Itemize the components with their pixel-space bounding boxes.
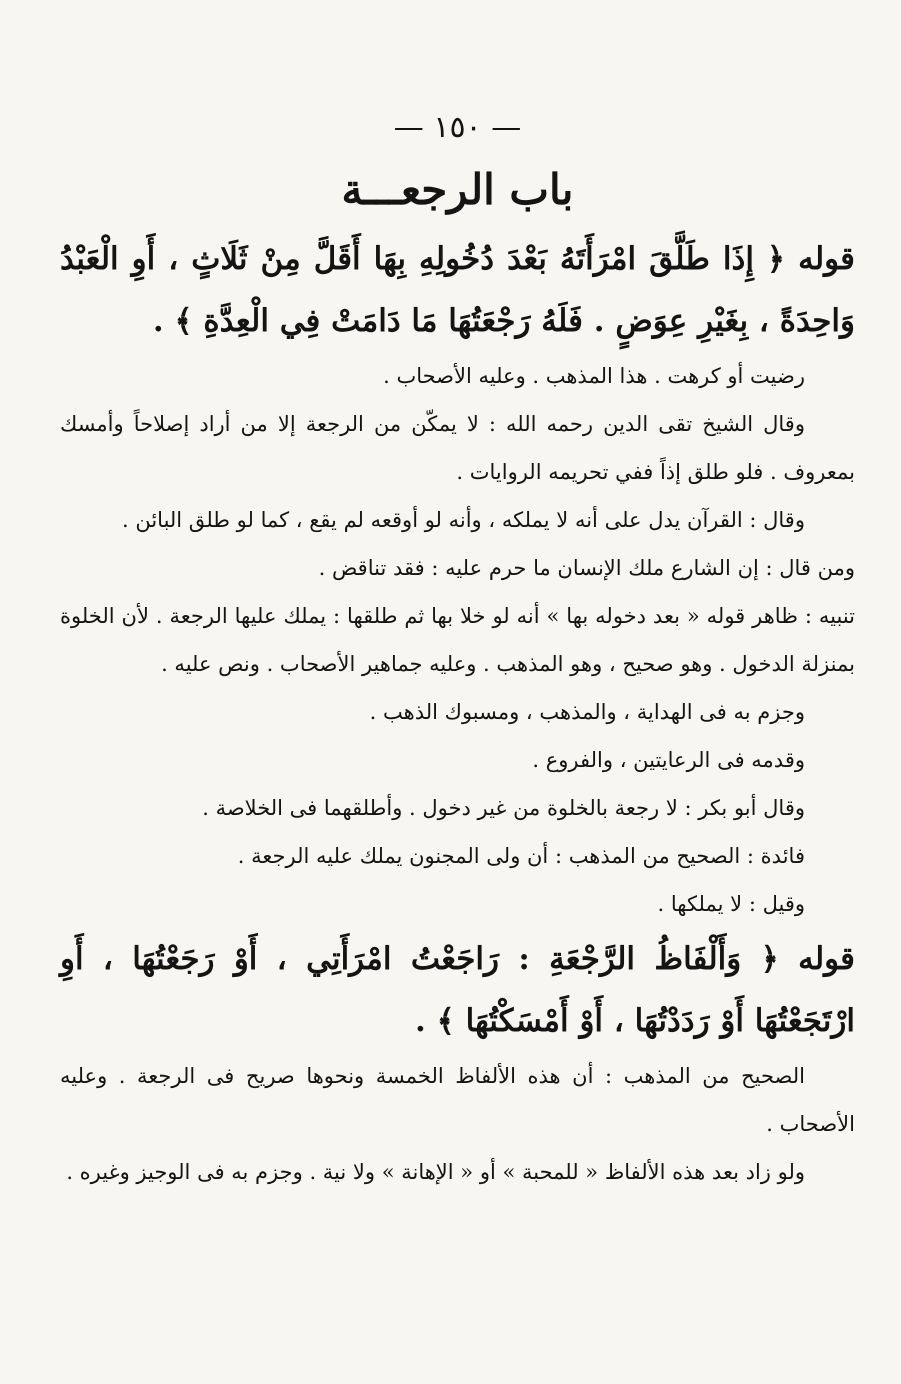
paragraph: رضيت أو كرهت . هذا المذهب . وعليه الأصحاب . [383,364,805,388]
paragraph: وقيل : لا يملكها . [657,892,805,916]
chapter-title: باب الرجعـــة [341,165,574,214]
paragraph: وقال : القرآن يدل على أنه لا يملكه ، وأنه لو أوقعه لم يقع ، كما لو طلق البائن . [121,508,805,532]
paragraph: الصحيح من المذهب : أن هذه الألفاظ الخمسة ونحوها صريح فى الرجعة . وعليه الأصحاب . [60,1064,855,1136]
paragraph: وجزم به فى الهداية ، والمذهب ، ومسبوك الذهب . [369,700,805,724]
paragraph: وقال الشيخ تقى الدين رحمه الله : لا يمكّن من الرجعة إلا من أراد إصلاحاً وأمسك بمعروف . فلو طلق إذاً ففي تحريمه الروايات . [60,412,855,484]
paragraph: وقدمه فى الرعايتين ، والفروع . [532,748,805,772]
paragraph: فائدة : الصحيح من المذهب : أن ولى المجنون يملك عليه الرجعة . [237,844,805,868]
paragraph: وقال أبو بكر : لا رجعة بالخلوة من غير دخول . وأطلقهما فى الخلاصة . [202,796,805,820]
page-number: — ١٥٠ — [393,110,522,145]
quoted-text: قوله ﴿ إِذَا طَلَّقَ امْرَأَتَهُ بَعْدَ دُخُولِهِ بِهَا أَقَلَّ مِنْ ثَلَاثٍ ، أَوِ الْعَبْدُ وَاحِدَةً ، بِغَيْرِ عِوَضٍ . فَلَهُ رَجْعَتُهَا مَا دَامَتْ فِي الْعِدَّةِ ﴾ . [60,241,855,339]
quoted-text: قوله ﴿ وَأَلْفَاظُ الرَّجْعَةِ : رَاجَعْتُ امْرَأَتِي ، أَوْ رَجَعْتُهَا ، أَوِ ارْتَجَعْتُهَا أَوْ رَدَدْتُهَا ، أَوْ أَمْسَكْتُهَا ﴾ . [60,941,855,1039]
paragraph: ومن قال : إن الشارع ملك الإنسان ما حرم عليه : فقد تناقض . [318,556,855,580]
page-body [60,110,855,1196]
paragraph: تنبيه : ظاهر قوله « بعد دخوله بها » أنه لو خلا بها ثم طلقها : يملك عليها الرجعة . لأن الخلوة بمنزلة الدخول . وهو صحيح ، وهو المذهب . وعليه جماهير الأصحاب . ونص عليه . [60,604,855,676]
paragraph: ولو زاد بعد هذه الألفاظ « للمحبة » أو « الإهانة » ولا نية . وجزم به فى الوجيز وغيره . [66,1160,805,1184]
